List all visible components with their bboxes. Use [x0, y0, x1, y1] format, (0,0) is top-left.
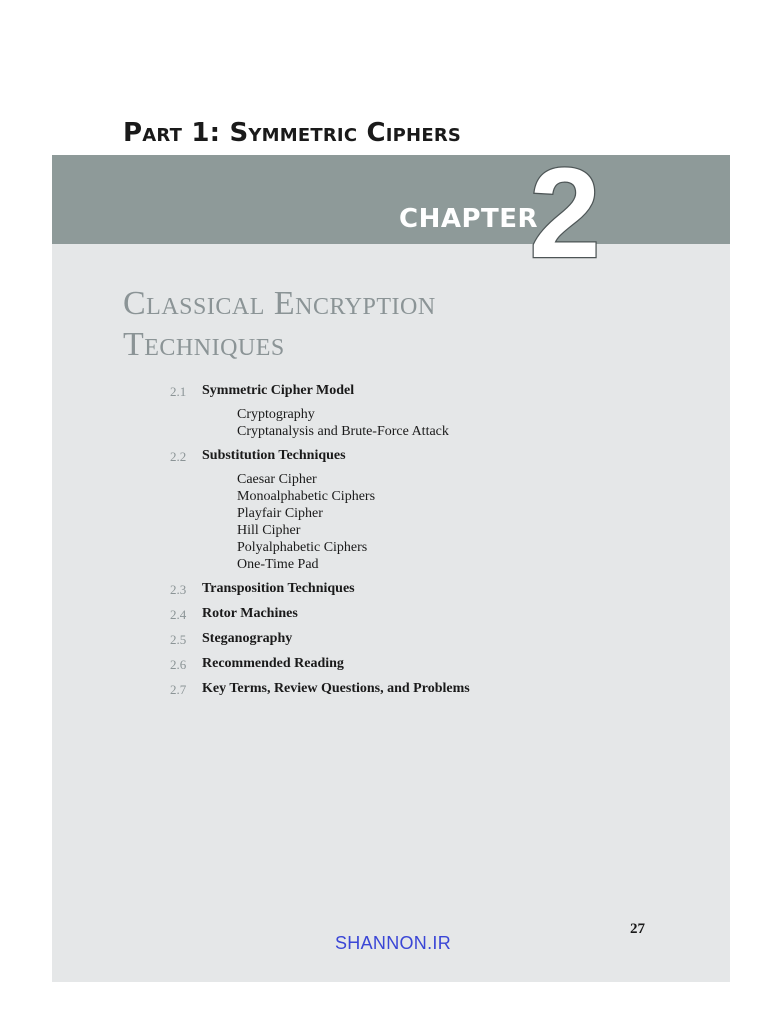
toc-subsection[interactable]: Polyalphabetic Ciphers	[237, 540, 368, 555]
page-number: 27	[630, 921, 645, 937]
toc-section-number: 2.1	[170, 384, 187, 399]
toc-section-2-1[interactable]	[170, 383, 710, 408]
toc-section-number: 2.4	[170, 607, 187, 622]
chapter-title-line-1: Classical Encryption	[123, 285, 436, 322]
toc-section-title: Steganography	[202, 631, 293, 646]
toc-section-2-2[interactable]	[170, 448, 710, 473]
toc-section-2-3[interactable]	[170, 581, 710, 606]
toc-section-number: 2.7	[170, 682, 187, 697]
toc-section-number: 2.3	[170, 582, 187, 597]
toc-section-title: Symmetric Cipher Model	[202, 383, 355, 398]
toc-subsection[interactable]: Cryptography	[237, 407, 315, 422]
toc-subsection[interactable]: Cryptanalysis and Brute-Force Attack	[237, 424, 449, 439]
toc-section-2-4[interactable]	[170, 606, 710, 631]
chapter-title	[123, 283, 436, 365]
toc-subsection[interactable]: Playfair Cipher	[237, 506, 323, 521]
toc-section-number: 2.2	[170, 449, 187, 464]
toc-section-2-5[interactable]	[170, 631, 710, 656]
toc-section-title: Key Terms, Review Questions, and Problems	[202, 681, 470, 696]
table-of-contents	[170, 383, 710, 706]
watermark-link[interactable]: SHANNON.IR	[335, 933, 452, 953]
toc-section-title: Substitution Techniques	[202, 448, 346, 463]
toc-section-number: 2.5	[170, 632, 187, 647]
chapter-number	[525, 147, 605, 272]
toc-section-2-6[interactable]	[170, 656, 710, 681]
chapter-banner	[52, 155, 730, 244]
toc-subsection[interactable]: Monoalphabetic Ciphers	[237, 489, 376, 504]
chapter-panel	[52, 147, 730, 982]
toc-subsections-2-2	[170, 471, 710, 573]
toc-subsections-2-1	[170, 406, 710, 440]
toc-subsection[interactable]: One-Time Pad	[237, 557, 319, 572]
toc-section-number: 2.6	[170, 657, 187, 672]
toc-subsection[interactable]: Caesar Cipher	[237, 472, 317, 487]
toc-section-title: Rotor Machines	[202, 606, 298, 621]
toc-section-title: Transposition Techniques	[202, 581, 355, 596]
toc-section-title: Recommended Reading	[202, 656, 344, 671]
part-title: Part 1: Symmetric Ciphers	[123, 118, 462, 148]
chapter-label: CHAPTER	[399, 204, 539, 234]
chapter-title-line-2: Techniques	[123, 326, 285, 363]
toc-subsection[interactable]: Hill Cipher	[237, 523, 301, 538]
toc-section-2-7[interactable]	[170, 681, 710, 706]
chapter-number-text: 2	[529, 147, 601, 272]
